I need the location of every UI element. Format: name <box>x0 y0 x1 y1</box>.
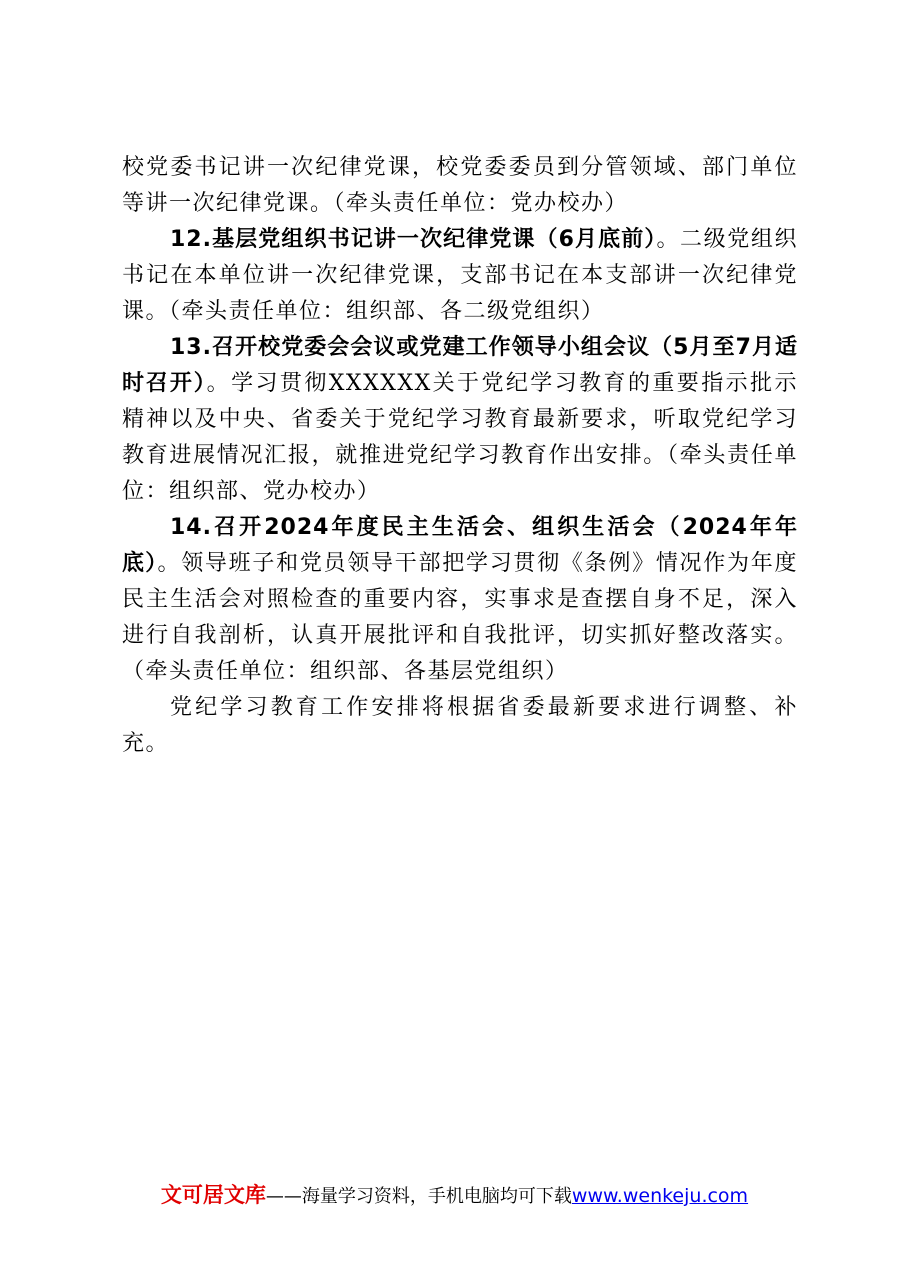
paragraph-item-12 <box>122 222 798 330</box>
paragraph-text: 。领导班子和党员领导干部把学习贯彻《条例》情况作为年度民主生活会对照检查的重要内容，实事求是查摆自身不足，深入进行自我剖析，认真开展批评和自我批评，切实抓好整改落实。（牵头责任单位：组织部、各基层党组织） <box>122 551 798 684</box>
paragraph-item-14 <box>122 510 798 690</box>
paragraph-text: 。二级党组织书记在本单位讲一次纪律党课，支部书记在本支部讲一次纪律党课。（牵头责任单位：组织部、各二级党组织） <box>122 227 798 324</box>
item-heading: 12.基层党组织书记讲一次纪律党课（6月底前） <box>170 227 657 252</box>
paragraph-item-13 <box>122 330 798 510</box>
item-heading: 14.召开2024年度民主生活会、组织生活会（2024年年底） <box>122 515 798 576</box>
paragraph-text: 校党委书记讲一次纪律党课，校党委委员到分管领域、部门单位等讲一次纪律党课。（牵头责任单位：党办校办） <box>122 155 798 216</box>
paragraph-continuation <box>122 150 798 222</box>
brand-name: 文可居文库 <box>160 1183 266 1207</box>
paragraph-text: 党纪学习教育工作安排将根据省委最新要求进行调整、补充。 <box>122 695 798 756</box>
footer-slogan: ——海量学习资料，手机电脑均可下载 <box>265 1186 572 1207</box>
footer-banner <box>0 1180 909 1212</box>
paragraph-closing <box>122 690 798 762</box>
document-body <box>122 150 798 762</box>
website-link[interactable]: www.wenkeju.com <box>571 1185 749 1207</box>
paragraph-text: 。学习贯彻XXXXXX关于党纪学习教育的重要指示批示精神以及中央、省委关于党纪学习教育最新要求，听取党纪学习教育进展情况汇报，就推进党纪学习教育作出安排。（牵头责任单位：组织部、党办校办） <box>122 371 798 504</box>
item-heading: 13.召开校党委会会议或党建工作领导小组会议（5月至7月适时召开） <box>122 335 798 396</box>
